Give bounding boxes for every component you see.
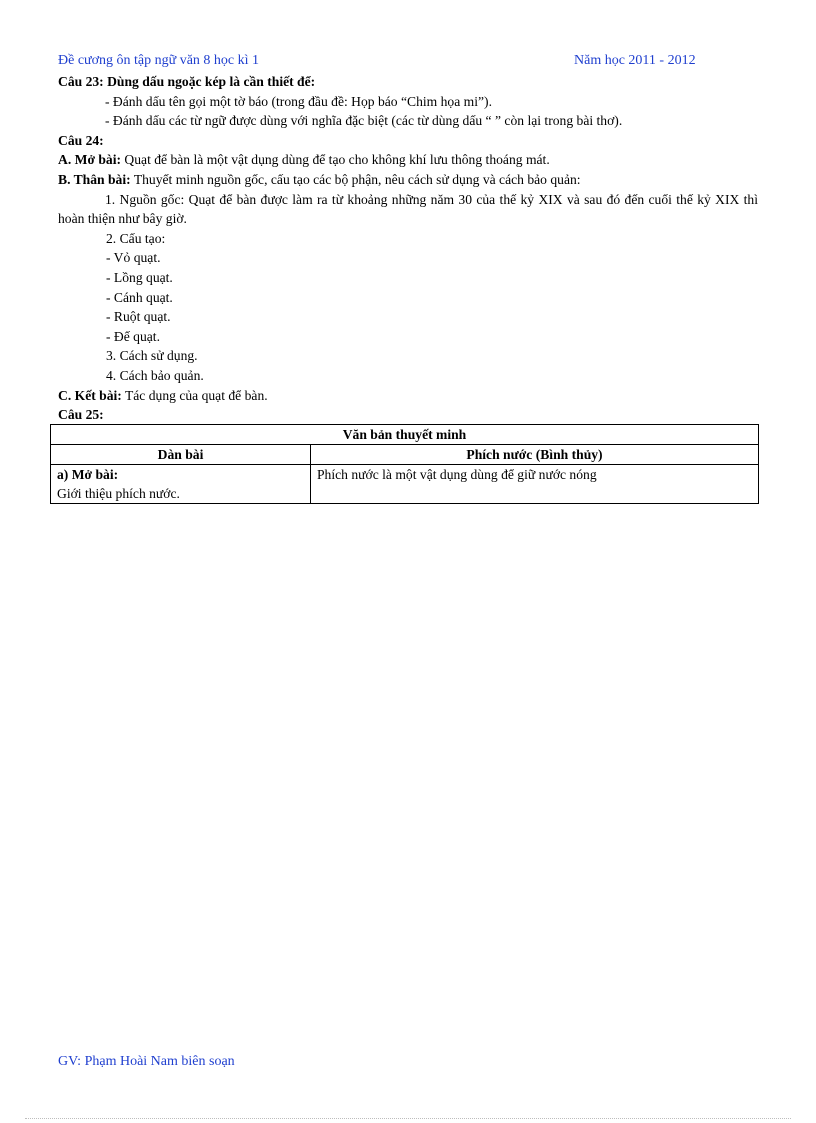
nguon-goc-wrap bbox=[58, 190, 758, 229]
page-header bbox=[58, 53, 758, 73]
part-item: - Cánh quạt. bbox=[106, 289, 173, 305]
cau-tao-heading: 2. Cấu tạo: bbox=[106, 230, 166, 246]
document-body bbox=[58, 72, 758, 425]
part-item: - Ruột quạt. bbox=[106, 309, 171, 325]
ket-bai-paragraph bbox=[58, 386, 758, 406]
than-bai-label: B. Thân bài: bbox=[58, 171, 131, 187]
header-title: Đề cương ôn tập ngữ văn 8 học kì 1 bbox=[58, 53, 260, 68]
bao-quan-heading: 4. Cách bảo quản. bbox=[106, 367, 204, 383]
question-23-item-1: - Đánh dấu tên gọi một tờ báo (trong đầu đề: Họp báo “Chim họa mi”). bbox=[105, 93, 492, 109]
ket-bai-text: Tác dụng của quạt để bàn. bbox=[121, 387, 268, 403]
table-cell-outline bbox=[51, 465, 311, 504]
part-item: - Vỏ quạt. bbox=[106, 250, 161, 266]
mo-bai-text: Quạt để bàn là một vật dụng dùng để tạo cho không khí lưu thông thoáng mát. bbox=[121, 152, 550, 168]
table-header-row bbox=[51, 445, 759, 465]
table-row bbox=[51, 465, 759, 504]
mo-bai-paragraph bbox=[58, 150, 758, 170]
table-caption-row bbox=[51, 425, 759, 445]
row-heading: a) Mở bài: bbox=[57, 467, 119, 482]
mo-bai-label: A. Mở bài: bbox=[58, 152, 122, 168]
header-school-year: Năm học 2011 - 2012 bbox=[574, 53, 696, 68]
than-bai-paragraph bbox=[58, 170, 758, 190]
su-dung-heading: 3. Cách sử dụng. bbox=[106, 348, 198, 364]
question-23-item-2: - Đánh dấu các từ ngữ được dùng với nghĩa đặc biệt (các từ dùng dấu “ ” còn lại trong bài thơ). bbox=[105, 113, 623, 129]
table-caption: Văn bản thuyết minh bbox=[51, 425, 759, 445]
row-outline-text: Giới thiệu phích nước. bbox=[57, 486, 180, 501]
part-item: - Lồng quạt. bbox=[106, 269, 173, 285]
outline-table bbox=[50, 424, 759, 504]
page-bottom-divider bbox=[25, 1118, 791, 1119]
nguon-goc-paragraph: 1. Nguồn gốc: Quạt để bàn được làm ra từ khoảng những năm 30 của thế kỷ XIX và sau đó đến cuối thế kỷ XIX thì hoàn thiện như bây giờ. bbox=[58, 191, 758, 227]
question-24-title: Câu 24: bbox=[58, 132, 104, 148]
page-footer: GV: Phạm Hoài Nam biên soạn bbox=[58, 1054, 235, 1069]
column-header-outline: Dàn bài bbox=[51, 445, 311, 465]
part-item: - Đế quạt. bbox=[106, 328, 160, 344]
table-cell-thermos: Phích nước là một vật dụng dùng để giữ nước nóng bbox=[311, 465, 759, 504]
ket-bai-label: C. Kết bài: bbox=[58, 387, 122, 403]
column-header-thermos: Phích nước (Bình thủy) bbox=[311, 445, 759, 465]
question-25-title: Câu 25: bbox=[58, 407, 104, 423]
question-23-title: Câu 23: Dùng dấu ngoặc kép là cần thiết để: bbox=[58, 74, 316, 89]
than-bai-text: Thuyết minh nguồn gốc, cấu tạo các bộ phận, nêu cách sử dụng và cách bảo quản: bbox=[130, 171, 581, 187]
